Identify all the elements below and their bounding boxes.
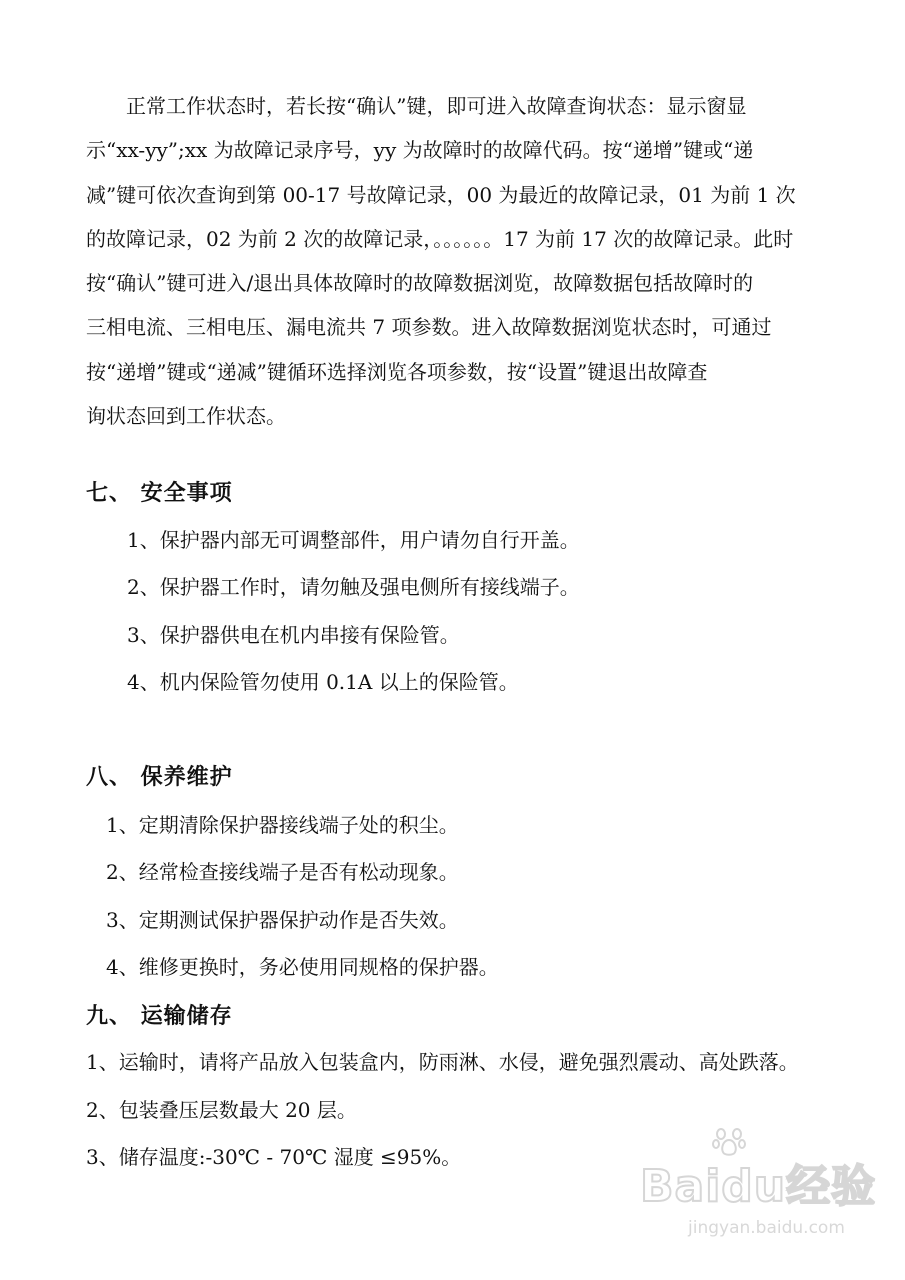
list-item: 2、包装叠压层数最大 20 层。	[86, 1098, 357, 1122]
paragraph-line: 示“xx-yy”;xx 为故障记录序号，yy 为故障时的故障代码。按“递增”键或“递	[86, 138, 754, 163]
list-item: 1、定期清除保护器接线端子处的积尘。	[106, 813, 459, 837]
list-item: 1、运输时，请将产品放入包装盒内，防雨淋、水侵，避免强烈震动、高处跌落。	[86, 1050, 799, 1074]
list-item: 3、定期测试保护器保护动作是否失效。	[106, 908, 459, 932]
section-heading-safety: 七、 安全事项	[86, 481, 233, 506]
watermark-url: jingyan.baidu.com	[688, 1218, 845, 1238]
list-item: 2、经常检查接线端子是否有松动现象。	[106, 860, 459, 884]
section-heading-transport-storage: 九、 运输储存	[86, 1004, 233, 1029]
list-item: 3、保护器供电在机内串接有保险管。	[127, 623, 460, 647]
list-item: 4、维修更换时，务必使用同规格的保护器。	[106, 955, 499, 979]
list-item: 3、储存温度:-30℃ - 70℃ 湿度 ≤95%。	[86, 1145, 462, 1169]
paragraph-line: 正常工作状态时，若长按“确认”键，即可进入故障查询状态：显示窗显	[126, 94, 747, 118]
paragraph-line: 三相电流、三相电压、漏电流共 7 项参数。进入故障数据浏览状态时，可通过	[86, 315, 772, 340]
paragraph-line: 按“确认”键可进入/退出具体故障时的故障数据浏览，故障数据包括故障时的	[86, 271, 754, 296]
list-item: 1、保护器内部无可调整部件，用户请勿自行开盖。	[127, 528, 580, 552]
list-item: 4、机内保险管勿使用 0.1A 以上的保险管。	[127, 670, 519, 694]
list-item: 2、保护器工作时，请勿触及强电侧所有接线端子。	[127, 575, 580, 599]
fault-query-paragraph	[86, 84, 826, 438]
watermark-logo-text: Baidu经验	[640, 1161, 877, 1212]
section-heading-maintenance: 八、 保养维护	[86, 765, 233, 790]
paragraph-line: 询状态回到工作状态。	[86, 404, 286, 429]
baidu-jingyan-watermark	[640, 1150, 880, 1260]
paragraph-line: 减”键可依次查询到第 00-17 号故障记录，00 为最近的故障记录，01 为前 1 次	[86, 182, 796, 207]
paragraph-line: 的故障记录，02 为前 2 次的故障记录，。。。。。。17 为前 17 次的故障记录。此时	[86, 226, 794, 251]
paragraph-line: 按“递增”键或“递减”键循环选择浏览各项参数，按“设置”键退出故障查	[86, 359, 708, 384]
